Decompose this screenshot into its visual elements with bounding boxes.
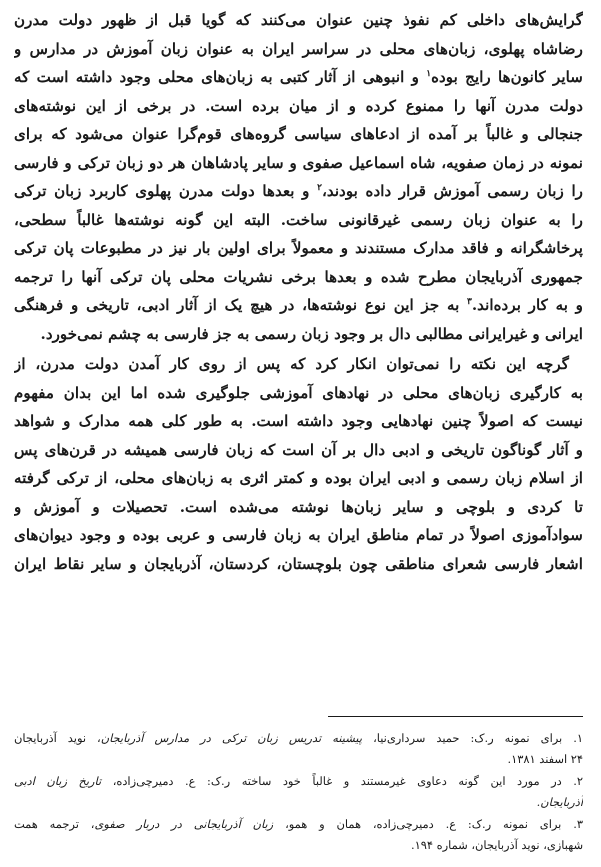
text-line: از اسلام زبان رسمی و ادبی ایران بوده و کمتر اثری به زبان‌های محلی، از ترکی گرفته (14, 469, 583, 487)
text-line: سوادآموزی اصولاً در تمام مناطق ایران به زبان فارسی و عربی بوده و وجود دیوان‌های (14, 526, 583, 544)
text-line: سایر کانون‌ها رایج بوده$^۱$ و انبوهی از آثار کتبی به زبان‌های محلی وجود داشته است که (14, 68, 583, 86)
footnote-2-cont: آذربایجان. (536, 795, 583, 809)
text-line: ایرانی و غیرایرانی مطالبی دال بر وجود زبان رسمی به جز فارسی به چشم نمی‌خورد. (40, 324, 583, 343)
paragraph-1 (14, 6, 583, 348)
footnote-1-cont: ۲۴ اسفند ۱۳۸۱. (507, 752, 583, 766)
footnote-2: ۲. در مورد این گونه دعاوی غیرمستند و غالباً خود ساخته ر.ک: ع. دمیرچی‌زاده، تاریخ زبان ادبی (14, 774, 583, 788)
text-line: پرخاشگرانه و فاقد مدارک مستندند و معمولاً برای اولین بار نیز در مطبوعات پان ترکی (14, 239, 583, 257)
text-line: نیست که اصولاً چنین نهادهایی وجود داشته است. به طور کلی همه مدارک و شواهد (14, 412, 583, 430)
text-line: را زبان رسمی آموزش قرار داده بودند،$^۲$ و بعدها دولت مدرن پهلوی کاربرد زبان ترکی (14, 182, 583, 200)
footnote-3: ۳. برای نمونه ر.ک: ع. دمیرچی‌زاده، همان و همو، زبان آذربایجانی در دربار صفوی، ترجمه همت (14, 817, 583, 831)
text-line: جمهوری آذربایجان مطرح شده و بعدها برخی نشریات محلی پان ترکی آنها را ترجمه (14, 267, 583, 286)
text-line: را به عنوان زبان رسمی غیرقانونی ساخت. البته این گونه نوشته‌ها غالباً سطحی، (14, 210, 583, 229)
footnote-3-title: زبان آذربایجانی در دربار صفوی (94, 817, 274, 831)
text-line: و به کار برده‌اند.$^۳$ به جز این نوع نوشته‌ها، در هیچ یک از آثار ادبی، تاریخی و فرهنگی (14, 296, 583, 314)
text-line: و آثار گوناگون تاریخی و ادبی دال بر آن است که زبان فارسی همیشه در قرن‌های پس (14, 440, 583, 459)
text-line: گرایش‌های داخلی کم نفوذ چنین عنوان می‌کنند که گویا قبل از ظهور دولت مدرن (14, 11, 583, 29)
footnote-separator (328, 716, 583, 717)
footnote-2-title: تاریخ زبان ادبی (14, 774, 102, 788)
footnote-1: ۱. برای نمونه ر.ک: حمید سرداری‌نیا، پیشینه تدریس زبان ترکی در مدارس آذربایجان، نوید آذربایجان (14, 731, 583, 745)
footnote-ref-2[interactable]: ۲ (317, 182, 322, 193)
footnote-3-cont: شهبازی، نوید آذربایجان، شماره ۱۹۴. (411, 838, 583, 852)
paragraph-2 (14, 350, 583, 578)
text-line: اشعار فارسی شعرای مناطقی چون بلوچستان، کردستان، آذربایجان و سایر نقاط ایران (14, 554, 583, 573)
text-line: رضاشاه پهلوی، زبان‌های محلی در سراسر ایران به عنوان زبان آموزش در مدارس و (14, 39, 583, 58)
footnotes (14, 728, 583, 856)
footnote-1-title: پیشینه تدریس زبان ترکی در مدارس آذربایجان (100, 731, 363, 745)
text-line: نمونه در زمان صفویه، شاه اسماعیل صفوی و سایر پادشاهان هر دو زبان ترکی و فارسی (14, 153, 583, 172)
text-line: گرچه این نکته را نمی‌توان انکار کرد که پس از روی کار آمدن دولت مدرن، از (14, 355, 569, 373)
footnote-ref-3[interactable]: ۳ (467, 296, 472, 307)
text-line: دولت مدرن آنها را ممنوع کرده و از میان برده است. در برخی از این نوشته‌های (14, 96, 583, 115)
footnote-ref-1[interactable]: ۱ (426, 68, 432, 79)
text-line: تا کردی و بلوچی و سایر زبان‌ها نوشته می‌شده است. تحصیلات و آموزش و (14, 497, 583, 516)
text-line: جنجالی و غالباً بر آمده از ادعاهای سیاسی گروه‌های قوم‌گرا عنوان می‌شود که برای (14, 125, 583, 143)
text-line: به کارگیری زبان‌های محلی در نهادهای آموزشی جلوگیری شده اما این بدان مفهوم (14, 383, 583, 402)
